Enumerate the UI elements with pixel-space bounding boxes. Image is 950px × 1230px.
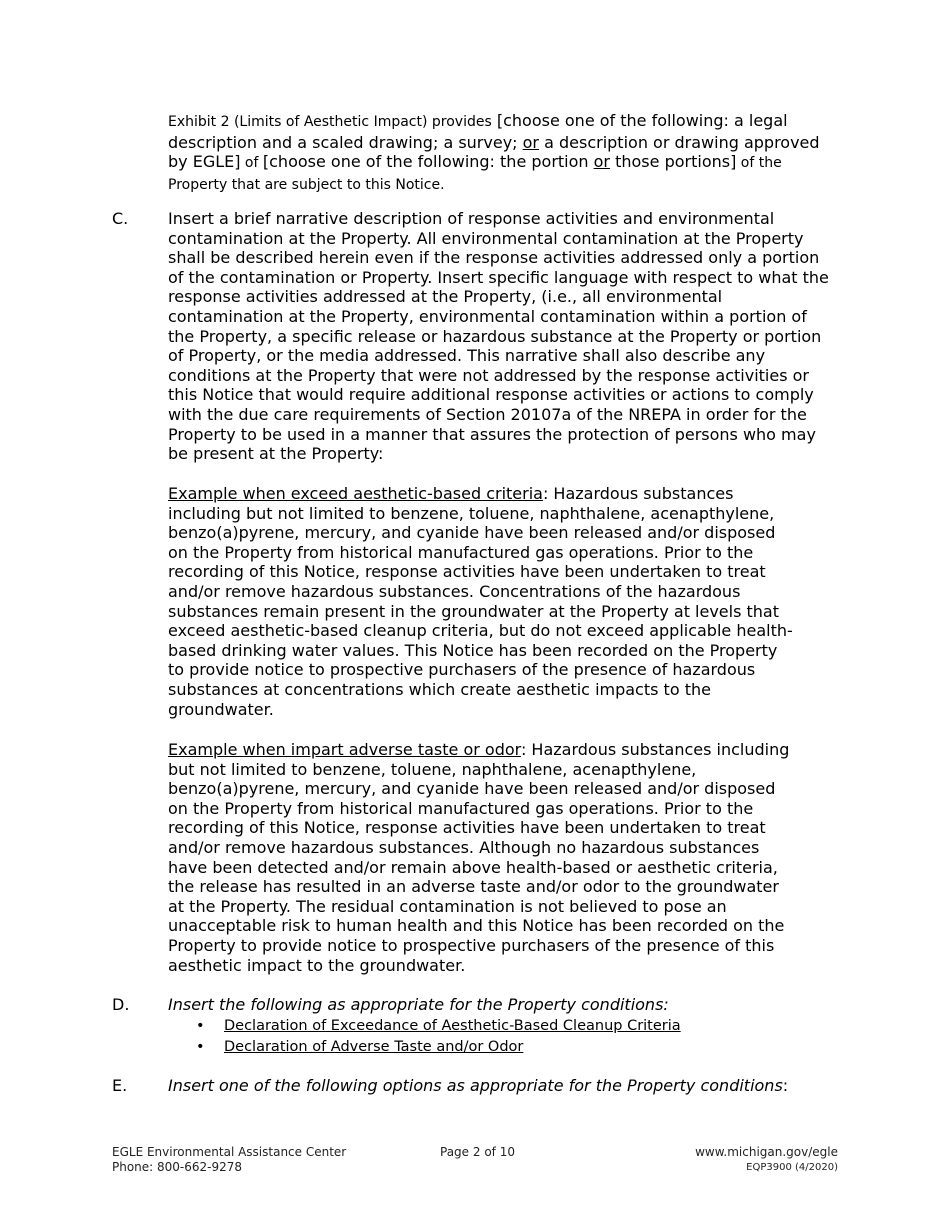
footer-left bbox=[112, 1145, 346, 1175]
exhibit-paragraph bbox=[168, 111, 833, 195]
example-1-title: Example when exceed aesthetic-based criteria bbox=[168, 484, 543, 503]
footer-page-number: Page 2 of 10 bbox=[440, 1145, 515, 1159]
example-1-paragraph bbox=[168, 484, 793, 719]
footer-phone: Phone: 800-662-9278 bbox=[112, 1160, 243, 1174]
exhibit-or-1: or bbox=[522, 132, 540, 152]
section-e-label: E. bbox=[112, 1076, 128, 1095]
exhibit-tail: of the Property that are subject to this Notice. bbox=[168, 155, 782, 193]
link-declaration-adverse-taste[interactable]: Declaration of Adverse Taste and/or Odor bbox=[224, 1039, 524, 1055]
footer-right bbox=[695, 1145, 838, 1175]
section-e-text: Insert one of the following options as appropriate for the Property conditions bbox=[168, 1076, 783, 1095]
link-declaration-exceedance[interactable]: Declaration of Exceedance of Aesthetic-Based Cleanup Criteria bbox=[224, 1018, 681, 1034]
footer-org: EGLE Environmental Assistance Center bbox=[112, 1145, 347, 1159]
exhibit-choice-1b: a description or drawing approved by EGLE] bbox=[168, 132, 820, 172]
list-item bbox=[196, 1037, 681, 1058]
exhibit-choice-2: [choose one of the following: the portion bbox=[262, 152, 594, 172]
footer-form-number: EQP3900 (4/2020) bbox=[746, 1162, 838, 1173]
exhibit-or-2: or bbox=[593, 152, 611, 172]
section-c-text: Insert a brief narrative description of response activities and environmental contamination at the Property. All environmental contamination at the Property shall be described herein even if the response activities addressed only a portion of the contamination or Property. Insert specific language with respect to what the response activities addressed at the Property, (i.e., all environmental contamination at the Property, environmental contamination within a portion of the Property, a specific release or hazardous substance at the Property or portion of Property, or the media addressed. This narrative shall also describe any conditions at the Property that were not addressed by the response activities or this Notice that would require additional response activities or actions to comply with the due care requirements of Section 20107a of the NREPA in order for the Property to be used in a manner that assures the protection of persons who may be present at the Property: bbox=[168, 209, 829, 464]
exhibit-choice-2b: those portions] bbox=[610, 152, 737, 172]
section-d-text: Insert the following as appropriate for the Property conditions: bbox=[168, 995, 669, 1014]
section-d-label: D. bbox=[112, 995, 130, 1014]
example-2-paragraph bbox=[168, 740, 793, 975]
section-d-link-list bbox=[196, 1016, 681, 1058]
list-item bbox=[196, 1016, 681, 1037]
example-2-title: Example when impart adverse taste or odor bbox=[168, 740, 521, 759]
section-e-colon: : bbox=[782, 1076, 789, 1095]
section-e-paragraph bbox=[168, 1076, 833, 1096]
exhibit-lead: Exhibit 2 (Limits of Aesthetic Impact) provides bbox=[168, 114, 492, 130]
footer-url[interactable]: www.michigan.gov/egle bbox=[695, 1145, 838, 1159]
bullet-icon: • bbox=[196, 1018, 205, 1034]
exhibit-choice-1: [choose one of the following: a legal description and a scaled drawing; a survey; bbox=[168, 111, 788, 152]
exhibit-of: of bbox=[240, 155, 263, 172]
bullet-icon: • bbox=[196, 1039, 205, 1055]
example-1-text: : Hazardous substances including but not limited to benzene, toluene, naphthalene, acenapthylene, benzo(a)pyrene, mercury, and cyanide have been released and/or disposed on the Property from historical manufactured gas operations. Prior to the recording of this Notice, response activities have been undertaken to treat and/or remove hazardous substances. Concentrations of the hazardous substances remain present in the groundwater at the Property at levels that exceed aesthetic-based cleanup criteria, but do not exceed applicable health-based drinking water values. This Notice has been recorded on the Property to provide notice to prospective purchasers of the presence of hazardous substances at concentrations which create aesthetic impacts to the groundwater. bbox=[168, 484, 793, 719]
example-2-text: : Hazardous substances including but not limited to benzene, toluene, naphthalene, acenapthylene, benzo(a)pyrene, mercury, and cyanide have been released and/or disposed on the Property from historical manufactured gas operations. Prior to the recording of this Notice, response activities have been undertaken to treat and/or remove hazardous substances. Although no hazardous substances have been detected and/or remain above health-based or aesthetic criteria, the release has resulted in an adverse taste and/or odor to the groundwater at the Property. The residual contamination is not believed to pose an unacceptable risk to human health and this Notice has been recorded on the Property to provide notice to prospective purchasers of the presence of this aesthetic impact to the groundwater. bbox=[168, 740, 790, 975]
section-c-label: C. bbox=[112, 209, 129, 228]
